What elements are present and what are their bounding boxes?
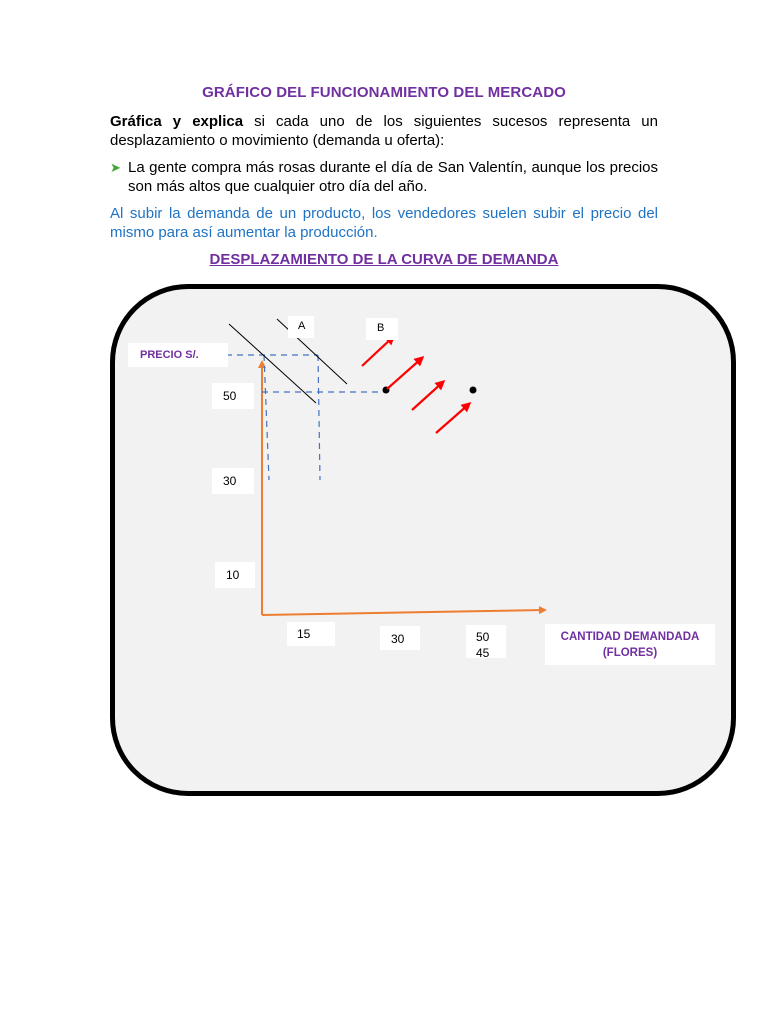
x-tick-15: 15 — [287, 622, 335, 646]
page-title: GRÁFICO DEL FUNCIONAMIENTO DEL MERCADO — [202, 84, 566, 101]
point-2 — [470, 387, 477, 394]
instruction-bold: Gráfica y explica — [110, 113, 244, 130]
bullet-text: La gente compra más rosas durante el día de San Valentín, aunque los precios son más altos que cualquier otro día del año. — [128, 159, 658, 195]
section-subtitle: DESPLAZAMIENTO DE LA CURVA DE DEMANDA — [209, 251, 559, 268]
shift-arrows — [362, 337, 469, 433]
arrow-bullet-icon: ➤ — [110, 160, 121, 175]
curve-label-b: B — [366, 318, 398, 340]
x-axis — [262, 610, 545, 615]
x-tick-50-45 — [466, 625, 506, 658]
x-tick-45: 45 — [476, 646, 490, 660]
x-axis-label-line1: CANTIDAD DEMANDADA — [560, 631, 700, 643]
x-axis-label — [545, 624, 715, 665]
curve-label-a: A — [288, 316, 314, 338]
answer-paragraph: Al subir la demanda de un producto, los vendedores suelen subir el precio del mismo para así aumentar la producción. — [110, 205, 658, 241]
y-axis-label: PRECIO S/. — [128, 343, 228, 367]
guide-lines — [215, 355, 386, 480]
y-tick-10: 10 — [215, 562, 255, 588]
instruction-text: si cada uno de los siguientes sucesos representa un desplazamiento o movimiento (demanda u oferta): — [110, 113, 658, 149]
y-tick-50: 50 — [212, 383, 254, 409]
x-tick-50: 50 — [476, 630, 490, 644]
y-tick-30: 30 — [212, 468, 254, 494]
x-tick-30: 30 — [380, 626, 420, 650]
x-axis-label-line2: (FLORES) — [602, 647, 658, 659]
